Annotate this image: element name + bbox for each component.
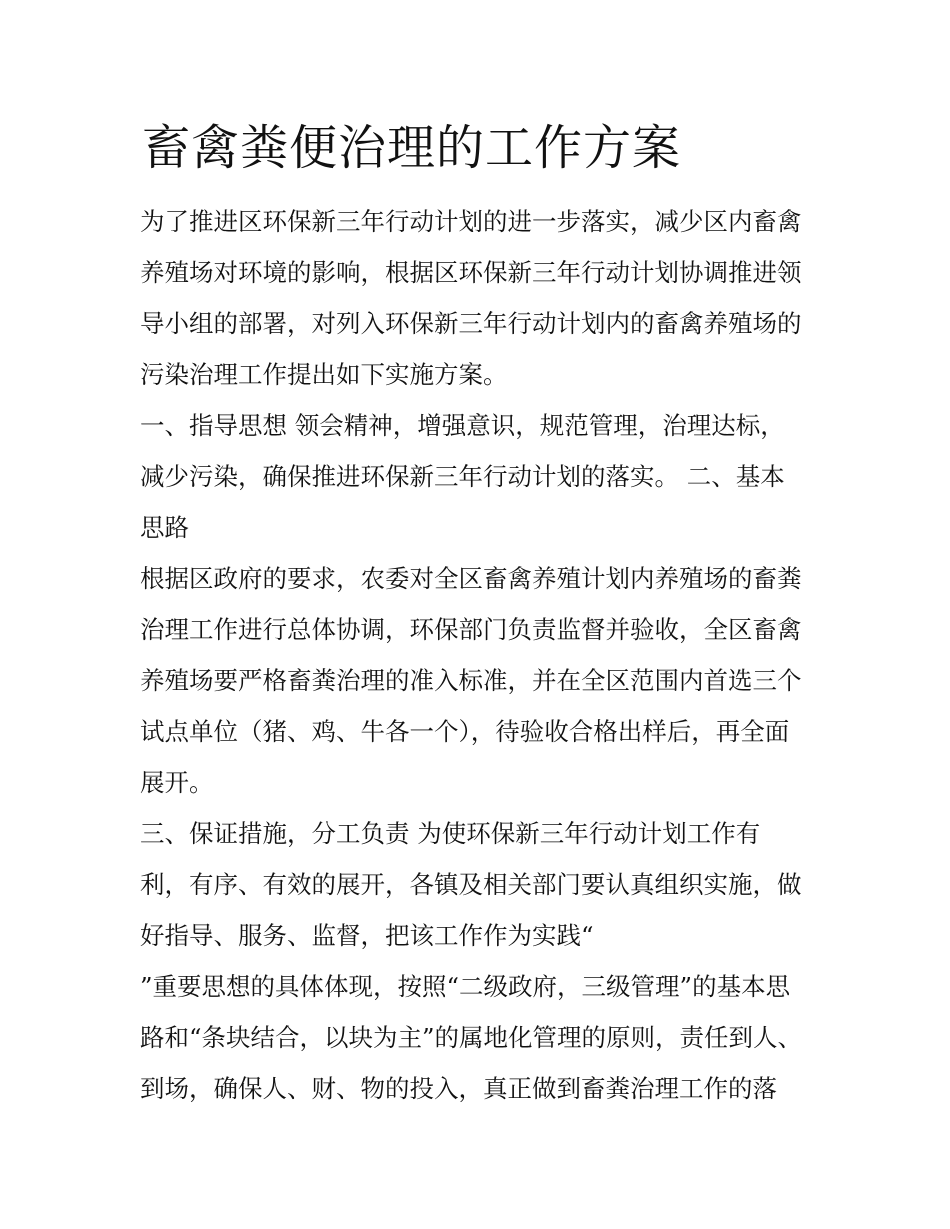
body-line: 展开。 — [140, 768, 214, 797]
body-line: 养殖场对环境的影响，根据区环保新三年行动计划协调推进领 — [140, 258, 802, 287]
body-line: 一、指导思想 领会精神，增强意识，规范管理，治理达标， — [140, 411, 785, 440]
body-line: 试点单位（猪、鸡、牛各一个），待验收合格出样后，再全面 — [140, 717, 790, 746]
body-line: ”重要思想的具体体现，按照“二级政府，三级管理”的基本思 — [140, 972, 791, 1001]
body-line: 利，有序、有效的展开，各镇及相关部门要认真组织实施，做 — [140, 870, 802, 899]
body-line: 减少污染，确保推进环保新三年行动计划的落实。 二、基本 — [140, 462, 785, 491]
body-line: 根据区政府的要求，农委对全区畜禽养殖计划内养殖场的畜粪 — [140, 564, 802, 593]
body-line: 路和“条块结合，以块为主”的属地化管理的原则，责任到人、 — [140, 1023, 803, 1052]
body-line: 思路 — [140, 513, 189, 542]
body-line: 治理工作进行总体协调，环保部门负责监督并验收，全区畜禽 — [140, 615, 802, 644]
body-line: 三、保证措施，分工负责 为使环保新三年行动计划工作有 — [140, 819, 761, 848]
body-line: 好指导、服务、监督，把该工作作为实践“ — [140, 921, 594, 950]
body-line: 养殖场要严格畜粪治理的准入标准，并在全区范围内首选三个 — [140, 666, 802, 695]
body-line: 为了推进区环保新三年行动计划的进一步落实，减少区内畜禽 — [140, 207, 802, 236]
body-line: 到场，确保人、财、物的投入，真正做到畜粪治理工作的落 — [140, 1074, 777, 1103]
body-line: 污染治理工作提出如下实施方案。 — [140, 360, 508, 389]
document-title: 畜禽粪便治理的工作方案 — [142, 120, 682, 176]
body-line: 导小组的部署，对列入环保新三年行动计划内的畜禽养殖场的 — [140, 309, 802, 338]
